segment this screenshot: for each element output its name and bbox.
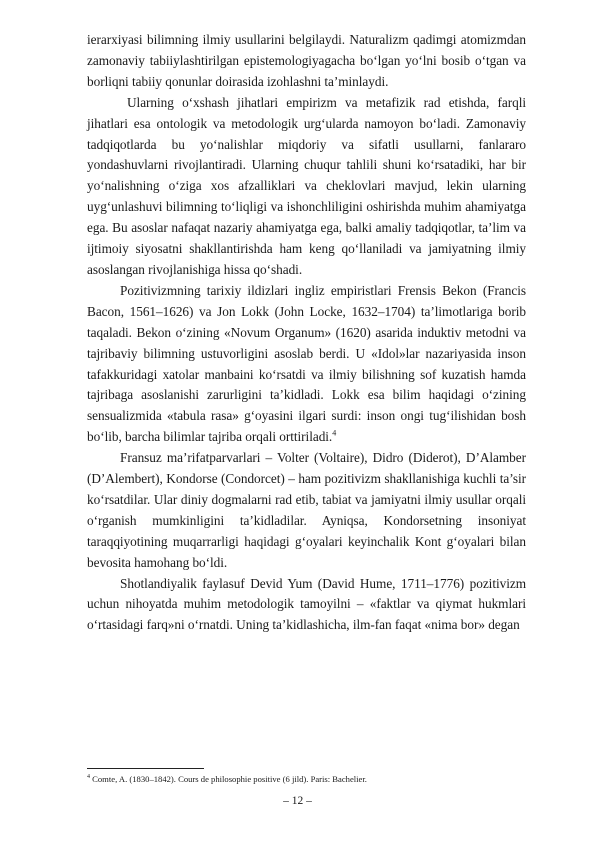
- footnote-reference[interactable]: 4: [332, 428, 337, 438]
- paragraph-naturalism: [87, 30, 526, 93]
- paragraph-text: ierarxiyasi bilimning ilmiy usullarini belgilaydi. Naturalizm qadimgi atomizmdan zamonaviy tabiiylashtirilgan epistemologiyagacha bo‘lgan yo‘lni bosib o‘tgan va borliqni tabiiy qonunlar doirasida izohlashni ta’minlaydi.: [87, 32, 526, 89]
- page-number: – 12 –: [283, 795, 312, 807]
- footnote-marker: 4: [87, 774, 90, 780]
- footnote-divider: [87, 768, 204, 769]
- paragraph-positivism-roots: [87, 281, 526, 448]
- paragraph-text: Ularning o‘xshash jihatlari empirizm va metafizik rad etishda, farqli jihatlari esa ontologik va metodologik urg‘ularda namoyon bo‘ladi. Zamonaviy tadqiqotlarda bu yo‘nalishlar miqdoriy va sifatli usullarni, fanlararo yondashuvlarni rivojlantiradi. Ularning chuqur tahlili shuni ko‘rsatadiki, har bir yo‘nalishning o‘ziga xos afzalliklari va cheklovlari mavjud, lekin ularning uyg‘unlashuvi bilimning to‘liqligi va ishonchliligini oshirishda muhim ahamiyatga ega. Bu asoslar nafaqat nazariy ahamiyatga ega, balki amaliy tadqiqotlar, ta’lim va ijtimoiy siyosatni shakllantirishda ham keng qo‘llaniladi va jamiyatning ilmiy asoslangan rivojlanishiga hissa qo‘shadi.: [87, 94, 526, 277]
- paragraph-text: Shotlandiyalik faylasuf Devid Yum (David Hume, 1711–1776) pozitivizm uchun nihoyatda muhim metodologik tamoyilni – «faktlar va qiymat hukmlari o‘rtasidagi farq»ni o‘rnatdi. Uning ta’kidlashicha, ilm-fan faqat «nima bor» degan: [87, 575, 526, 633]
- page-body: [87, 30, 526, 636]
- paragraph-similarities: [87, 93, 526, 281]
- paragraph-french-enlighteners: [87, 448, 526, 573]
- footnote: [87, 772, 526, 785]
- paragraph-text: Pozitivizmning tarixiy ildizlari ingliz empiristlari Frensis Bekon (Francis Bacon, 1561–1626) va Jon Lokk (John Locke, 1632–1704) ta’limotlariga borib taqaladi. Bekon o‘zining «Novum Organum» (1620) asarida induktiv metodni va tajribaviy bilimning ustuvorligini asoslab berdi. U «Idol»lar nazariyasida inson tafakkuridagi xatolar manbaini ko‘rsatdi va ilmiy bilishning sof kuzatish hamda tajribaga asoslanishi zarurligini ta’kidladi. Lokk esa bilim haqidagi o‘zining sensualizmida «tabula rasa» g‘oyasini ilgari surdi: inson ongi tug‘ilishidan bosh bo‘lib, barcha bilimlar tajriba orqali orttiriladi.: [87, 282, 526, 445]
- footnote-text: Comte, A. (1830–1842). Cours de philosophie positive (6 jild). Paris: Bachelier.: [92, 773, 367, 784]
- paragraph-hume: [87, 574, 526, 637]
- paragraph-text: Fransuz ma’rifatparvarlari – Volter (Voltaire), Didro (Diderot), D’Alamber (D’Alembert), Kondorse (Condorcet) – ham pozitivizm shakllanishiga kuchli ta’sir ko‘rsatdilar. Ular diniy dogmalarni rad etib, tabiat va jamiyatni ilmiy usullar orqali o‘rganish mumkinligini ta’kidladilar. Ayniqsa, Kondorsetning insoniyat taraqqiyotining muqarrarligi haqidagi g‘oyalari keyinchalik Kont g‘oyalari bilan bevosita hamohang bo‘ldi.: [87, 450, 526, 570]
